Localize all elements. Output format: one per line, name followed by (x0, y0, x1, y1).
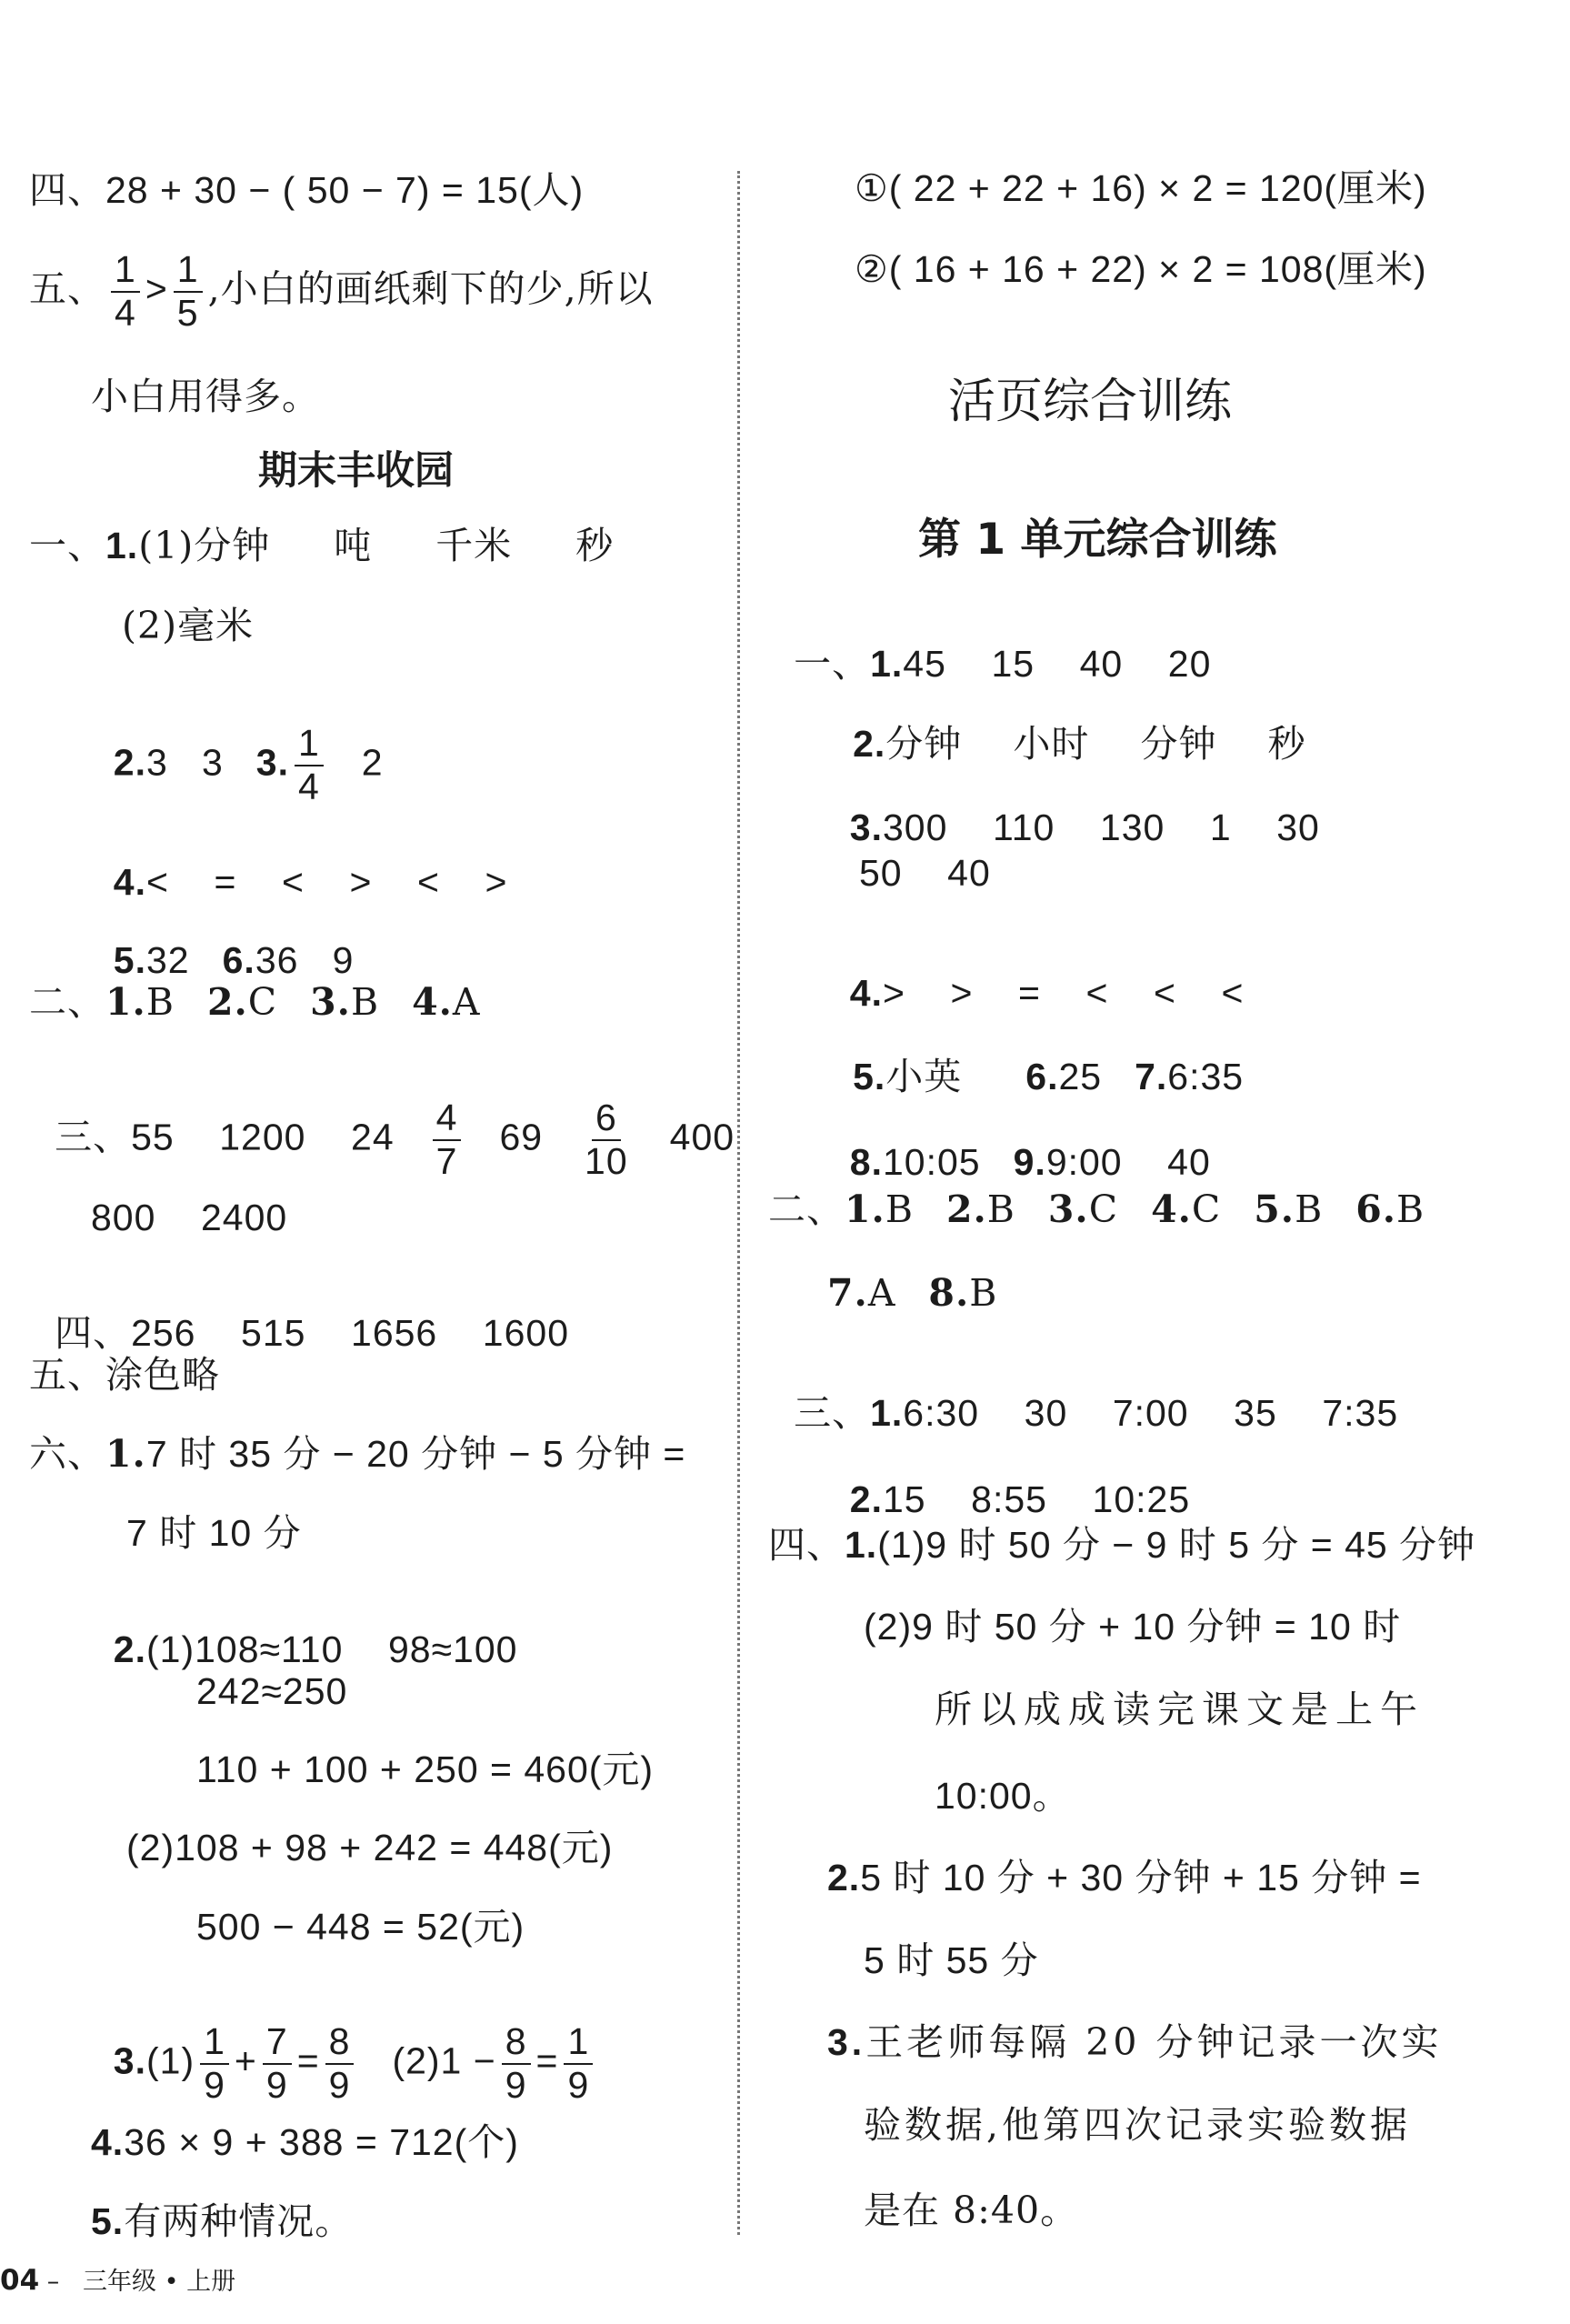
s3-fraction-1: $\frac{4}{7}$ (433, 1097, 462, 1183)
u1-3-num: 3. (849, 806, 883, 848)
s2-item-val: B (145, 980, 175, 1024)
q5-gt: > (145, 267, 168, 310)
s1-3-num: 3. (255, 741, 289, 784)
s1-1-num: 1. (105, 525, 139, 566)
unit-title-post: 单元综合训练 (1020, 515, 1277, 565)
s4-line (29, 1277, 570, 1355)
s3-label: 三、 (55, 1115, 132, 1159)
s2-line (29, 980, 481, 1024)
u1-5-val: 小英 (885, 1055, 963, 1098)
u4-label: 四、 (768, 1523, 845, 1567)
s6-2-e: 500 − 448 = 52(元) (196, 1906, 525, 1948)
s6-3-plus: + (234, 2039, 257, 2082)
s3-a: 55 1200 24 (131, 1116, 395, 1158)
s1-3-tail: 2 (361, 741, 384, 784)
r2-line: ②( 16 + 16 + 22) × 2 = 108(厘米) (855, 248, 1427, 290)
u3-label: 三、 (794, 1391, 871, 1435)
s2-item-num: 1. (105, 980, 146, 1024)
unit-title-num: 1 (975, 515, 1006, 565)
s1-1b: (2)毫米 (122, 604, 255, 647)
u4-1-d: 10:00。 (935, 1775, 1071, 1817)
u3-line1 (768, 1357, 1399, 1435)
s1-4-val: < = < > < > (146, 861, 508, 903)
footer-dash: – (46, 2268, 60, 2296)
u4-line1 (768, 1523, 1476, 1567)
s1-line4 (91, 826, 507, 901)
s6-1-num: 1. (105, 1432, 146, 1476)
u2-item-num: 3. (1047, 1187, 1089, 1231)
q4-text: 28 + 30 − ( 50 − 7) = 15(人) (105, 169, 585, 211)
u3-2-val: 15 8:55 10:25 (883, 1478, 1191, 1520)
u4-1-c: 所以成成读完课文是上午 (935, 1688, 1425, 1731)
u4-line3 (827, 2020, 1443, 2064)
u3-1-val: 6:30 30 7:00 35 7:35 (903, 1392, 1399, 1434)
u2-item-num: 4. (1151, 1187, 1192, 1231)
unit-title (918, 515, 1277, 565)
s2-item-val: B (350, 980, 380, 1024)
u4-1-num: 1. (845, 1524, 878, 1566)
u1-line1 (768, 608, 1212, 686)
footer-grade: 三年级 (82, 2268, 156, 2296)
u4-3-num: 3. (827, 2021, 866, 2063)
s1-1a-item: 吨 (334, 524, 373, 567)
left-q4-line (29, 168, 585, 212)
u1-6-num: 6. (1025, 1056, 1059, 1097)
s6-2-d: (2)108 + 98 + 242 = 448(元) (126, 1827, 614, 1868)
s1-1a-item: 秒 (575, 524, 615, 567)
q4-label: 四、 (29, 168, 105, 212)
u4-2-num: 2. (827, 1857, 861, 1898)
s4-label: 四、 (55, 1311, 132, 1355)
q5-fraction-b: $\frac{1}{5}$ (174, 249, 203, 335)
s1-2-val: 3 3 (146, 741, 224, 784)
s1-3-fraction: $\frac{1}{4}$ (295, 723, 324, 808)
s1-5-val: 32 (146, 939, 190, 981)
u1-1-val: 45 15 40 20 (903, 643, 1212, 685)
s2-item-num: 3. (310, 980, 351, 1024)
s5-label: 五、 (29, 1353, 105, 1397)
s5-val: 涂色略 (105, 1353, 220, 1397)
u2-item-val: C (1191, 1187, 1222, 1231)
u2-item-num: 2. (945, 1187, 987, 1231)
u2-line1 (768, 1187, 1425, 1231)
q5-fraction-a: $\frac{1}{4}$ (111, 249, 140, 335)
s6-1-text-2: 7 时 10 分 (126, 1512, 302, 1554)
u1-line4 (827, 937, 1244, 1012)
u1-1-num: 1. (870, 643, 904, 685)
s6-label: 六、 (29, 1432, 105, 1476)
left-q5-line (29, 249, 654, 335)
column-divider (737, 171, 740, 2235)
s4-val: 256 515 1656 1600 (131, 1312, 570, 1354)
u2-item-num: 7. (827, 1271, 868, 1315)
s2-item-val: A (452, 980, 481, 1024)
s6-3-p1: (1) (146, 2039, 195, 2082)
u4-line2 (827, 1859, 1422, 1897)
u2-item-val: A (867, 1271, 896, 1315)
s3-c: 400 (669, 1116, 735, 1158)
u1-3-val: 300 110 130 1 30 (883, 806, 1320, 848)
u1-7-num: 7. (1135, 1056, 1168, 1097)
s6-3-fraction: $\frac{7}{9}$ (263, 2021, 292, 2107)
u2-item-num: 5. (1254, 1187, 1295, 1231)
u1-3-val-2: 50 40 (859, 852, 991, 894)
s1-label: 一、 (29, 524, 105, 567)
s6-2-c: 110 + 100 + 250 = 460(元) (196, 1748, 655, 1790)
q5-label: 五、 (29, 266, 105, 311)
u1-9-num: 9. (1013, 1141, 1046, 1183)
s6-line4 (91, 2121, 519, 2163)
page-number: 04 (0, 2264, 40, 2297)
u4-1-a: (1)9 时 50 分 − 9 时 5 分 = 45 分钟 (877, 1524, 1476, 1566)
s1-6-num: 6. (222, 939, 255, 981)
u2-item-num: 6. (1355, 1187, 1397, 1231)
s1-4-num: 4. (113, 861, 146, 903)
footer-term: 上册 (186, 2268, 236, 2296)
s1-6-val: 36 9 (255, 939, 355, 981)
u2-item-num: 8. (928, 1271, 970, 1315)
s6-2-a: (1)108≈110 98≈100 (146, 1628, 518, 1670)
u4-2-b: 5 时 55 分 (864, 1939, 1039, 1981)
main-title: 活页综合训练 (948, 375, 1233, 429)
s6-line1 (29, 1432, 686, 1476)
u4-1-b: (2)9 时 50 分 + 10 分钟 = 10 时 (864, 1606, 1402, 1648)
s1-line1 (29, 524, 615, 567)
u1-4-num: 4. (849, 972, 883, 1014)
u3-2-num: 2. (849, 1478, 883, 1520)
u1-5-num: 5. (853, 1056, 886, 1097)
u2-item-val: B (969, 1271, 998, 1315)
u2-item-val: C (1088, 1187, 1119, 1231)
s6-line2 (91, 1594, 517, 1668)
u2-label: 二、 (768, 1187, 845, 1231)
u1-2-num: 2. (853, 723, 886, 765)
u1-line8 (827, 1107, 1211, 1181)
s3-b: 69 (499, 1116, 544, 1158)
u4-3-b: 验数据,他第四次记录实验数据 (864, 2103, 1412, 2147)
s6-3-p2: (2)1 − (392, 2039, 496, 2082)
u2-item-num: 1. (845, 1187, 885, 1231)
unit-title-pre: 第 (918, 515, 961, 565)
r1-line: ①( 22 + 22 + 16) × 2 = 120(厘米) (855, 167, 1427, 209)
u1-4-val: > > = < < < (883, 972, 1245, 1014)
u2-item-val: B (1295, 1187, 1324, 1231)
u4-3-a: 王老师每隔 20 分钟记录一次实 (865, 2020, 1443, 2064)
u2-item-val: B (1396, 1187, 1425, 1231)
s1-2-num: 2. (113, 741, 146, 784)
u1-label: 一、 (794, 642, 871, 686)
s6-1-text: 7 时 35 分 − 20 分钟 − 5 分钟 = (145, 1433, 686, 1475)
s6-2-b: 242≈250 (196, 1670, 348, 1712)
s3-d: 800 2400 (91, 1197, 288, 1238)
u3-line2 (827, 1444, 1190, 1518)
s6-line3 (91, 1984, 598, 2107)
s1-1a: (1)分钟 (138, 524, 271, 567)
u1-7-val: 6:35 (1167, 1056, 1245, 1097)
u4-2-a: 5 时 10 分 + 30 分钟 + 15 分钟 = (860, 1857, 1422, 1898)
page-footer (0, 2264, 236, 2297)
s2-label: 二、 (29, 980, 105, 1024)
s3-line (29, 1060, 735, 1183)
s6-3-fraction: $\frac{8}{9}$ (502, 2021, 531, 2107)
q5-text: ,小白的画纸剩下的少,所以 (207, 266, 654, 311)
s5-line (29, 1353, 220, 1397)
u2-line2 (827, 1271, 998, 1315)
s6-3-fraction: $\frac{1}{9}$ (564, 2021, 593, 2107)
s6-5-num: 5. (91, 2200, 125, 2242)
u1-line3 (827, 772, 1320, 846)
s6-3-eq: = (296, 2039, 320, 2082)
s2-item-num: 2. (206, 980, 248, 1024)
s1-1a-item: 千米 (435, 524, 513, 567)
section-title-qimo: 期末丰收园 (258, 448, 454, 494)
s6-2-num: 2. (113, 1628, 146, 1670)
u2-item-val: B (885, 1187, 914, 1231)
u4-3-c: 是在 8:40。 (864, 2189, 1079, 2232)
u1-2-val: 分钟 小时 分钟 秒 (885, 722, 1306, 766)
s6-3-num: 3. (113, 2039, 146, 2082)
s6-3-eq: = (535, 2039, 559, 2082)
s6-3-fraction: $\frac{1}{9}$ (200, 2021, 229, 2107)
footer-dot: • (164, 2268, 179, 2296)
u1-line5 (827, 1021, 1244, 1096)
u1-8-val: 10:05 (883, 1141, 981, 1183)
s6-3-fraction: $\frac{8}{9}$ (325, 2021, 355, 2107)
s6-5-text: 有两种情况。 (124, 2199, 354, 2243)
u1-8-num: 8. (849, 1141, 883, 1183)
s1-line2 (91, 686, 384, 808)
u2-item-val: B (986, 1187, 1015, 1231)
s3-fraction-2: $\frac{6}{10}$ (585, 1097, 628, 1182)
s2-item-num: 4. (412, 980, 453, 1024)
u1-line2 (827, 688, 1306, 766)
s6-4-text: 36 × 9 + 388 = 712(个) (124, 2121, 519, 2163)
s2-item-val: C (247, 980, 278, 1024)
q5-text-2: 小白用得多。 (91, 375, 320, 418)
s1-5-num: 5. (113, 939, 146, 981)
s6-line5 (91, 2199, 354, 2243)
u1-9-val: 9:00 40 (1045, 1141, 1211, 1183)
s6-4-num: 4. (91, 2121, 125, 2163)
u3-1-num: 1. (870, 1392, 904, 1434)
u1-6-val: 25 (1058, 1056, 1103, 1097)
s1-line5 (91, 905, 354, 979)
